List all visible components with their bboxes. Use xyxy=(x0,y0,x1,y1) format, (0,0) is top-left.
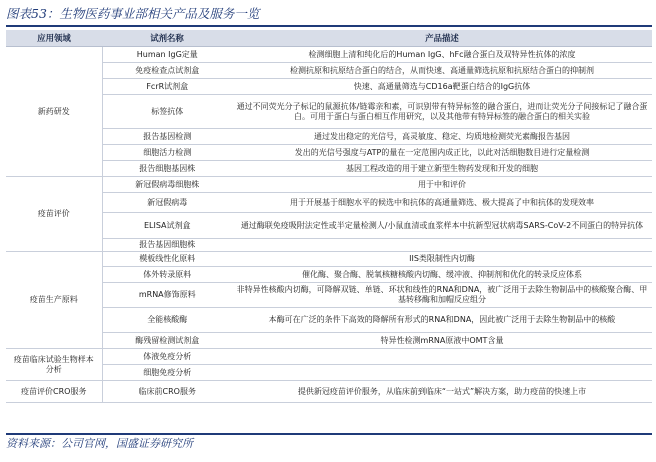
field-cell: 疫苗评价 xyxy=(6,177,102,252)
product-desc xyxy=(232,365,652,381)
product-desc: 通过酶联免疫吸附法定性或半定量检测人/小鼠血清或血浆样本中抗新型冠状病毒SARS-CoV-2不同蛋白的特异抗体 xyxy=(232,213,652,239)
table-row xyxy=(6,308,652,333)
table-row xyxy=(6,145,652,161)
product-desc: 通过发出稳定的光信号，高灵敏度、稳定、均质地检测荧光素酶报告基因 xyxy=(232,129,652,145)
reagent-name: Human IgG定量 xyxy=(102,47,232,63)
table-row xyxy=(6,349,652,365)
top-rule xyxy=(6,25,652,27)
header-name: 试剂名称 xyxy=(102,30,232,47)
reagent-name: mRNA修饰原料 xyxy=(102,283,232,308)
reagent-name: 体外转录原料 xyxy=(102,267,232,283)
product-desc: 检测抗原和抗原结合蛋白的结合，从而快速、高通量筛选抗原和抗原结合蛋白的抑制剂 xyxy=(232,63,652,79)
table-row xyxy=(6,161,652,177)
reagent-name: FcrR试剂盒 xyxy=(102,79,232,95)
table-row xyxy=(6,177,652,193)
table-row xyxy=(6,267,652,283)
reagent-name: 临床前CRO服务 xyxy=(102,381,232,403)
bottom-rule xyxy=(6,433,652,435)
field-cell: 疫苗生产原料 xyxy=(6,252,102,349)
reagent-name: 体液免疫分析 xyxy=(102,349,232,365)
product-desc: 基因工程改造的用于建立新型生物药发现和开发的细胞 xyxy=(232,161,652,177)
reagent-name: 细胞活力检测 xyxy=(102,145,232,161)
table-row xyxy=(6,365,652,381)
reagent-name: 全能核酸酶 xyxy=(102,308,232,333)
product-desc: 通过不同荧光分子标记的鼠源抗体/链霉亲和素，可识别带有特异标签的融合蛋白，进而让荧光分子间接标记了融合蛋白。可用于蛋白与蛋白相互作用研究，以及其他带有特异标签的融合蛋白的相关实验 xyxy=(232,95,652,129)
reagent-name: 新冠假病毒 xyxy=(102,193,232,213)
header-field: 应用领域 xyxy=(6,30,102,47)
reagent-name: 细胞免疫分析 xyxy=(102,365,232,381)
product-desc: 发出的光信号强度与ATP的量在一定范围内成正比，以此对活细胞数目进行定量检测 xyxy=(232,145,652,161)
reagent-name: 报告细胞基因株 xyxy=(102,161,232,177)
reagent-name: ELISA试剂盒 xyxy=(102,213,232,239)
table-row xyxy=(6,79,652,95)
product-desc: 用于开展基于细胞水平的候选中和抗体的高通量筛选、极大提高了中和抗体的发现效率 xyxy=(232,193,652,213)
field-cell: 疫苗临床试验生物样本分析 xyxy=(6,349,102,381)
product-desc: 本酶可在广泛的条件下高效的降解所有形式的RNA和DNA，因此被广泛用于去除生物制品中的核酸 xyxy=(232,308,652,333)
table-row xyxy=(6,333,652,349)
reagent-name: 标签抗体 xyxy=(102,95,232,129)
table-row xyxy=(6,193,652,213)
product-desc xyxy=(232,239,652,252)
figure-title: 图表53：生物医药事业部相关产品及服务一览 xyxy=(6,6,260,21)
table-row xyxy=(6,95,652,129)
source-note: 资料来源：公司官网，国盛证券研究所 xyxy=(6,437,193,450)
table-row xyxy=(6,129,652,145)
table-header-row xyxy=(6,30,652,47)
table-row xyxy=(6,239,652,252)
product-desc: 检测细胞上清和纯化后的Human IgG、hFc融合蛋白及双特异性抗体的浓度 xyxy=(232,47,652,63)
reagent-name: 模板线性化原料 xyxy=(102,252,232,267)
reagent-name: 免疫检查点试剂盒 xyxy=(102,63,232,79)
reagent-name: 新冠假病毒细胞株 xyxy=(102,177,232,193)
table-row xyxy=(6,381,652,403)
field-cell: 疫苗评价CRO服务 xyxy=(6,381,102,403)
reagent-name: 报告基因检测 xyxy=(102,129,232,145)
header-desc: 产品描述 xyxy=(232,30,652,47)
reagent-name: 酶残留检测试剂盒 xyxy=(102,333,232,349)
product-desc: 快速、高通量筛选与CD16a靶蛋白结合的IgG抗体 xyxy=(232,79,652,95)
product-desc: 提供新冠疫苗评价服务，从临床前到临床“一站式”解决方案，助力疫苗的快速上市 xyxy=(232,381,652,403)
field-cell: 新药研发 xyxy=(6,47,102,177)
product-desc: IIS类限制性内切酶 xyxy=(232,252,652,267)
reagent-name: 报告基因细胞株 xyxy=(102,239,232,252)
product-desc xyxy=(232,349,652,365)
table-row xyxy=(6,63,652,79)
product-desc: 催化酶、聚合酶、脱氧核糖核酸内切酶、缓冲液、抑制剂和优化的转录反应体系 xyxy=(232,267,652,283)
table-row xyxy=(6,283,652,308)
table-row xyxy=(6,213,652,239)
product-desc: 用于中和评价 xyxy=(232,177,652,193)
product-desc: 非特异性核酸内切酶，可降解双链、单链、环状和线性的RNA和DNA，被广泛用于去除生物制品中的核酸聚合酶、甲基转移酶和加帽反应组分 xyxy=(232,283,652,308)
table-row xyxy=(6,47,652,63)
product-table xyxy=(6,30,652,403)
table-row xyxy=(6,252,652,267)
product-desc: 特异性检测mRNA原液中OMT含量 xyxy=(232,333,652,349)
